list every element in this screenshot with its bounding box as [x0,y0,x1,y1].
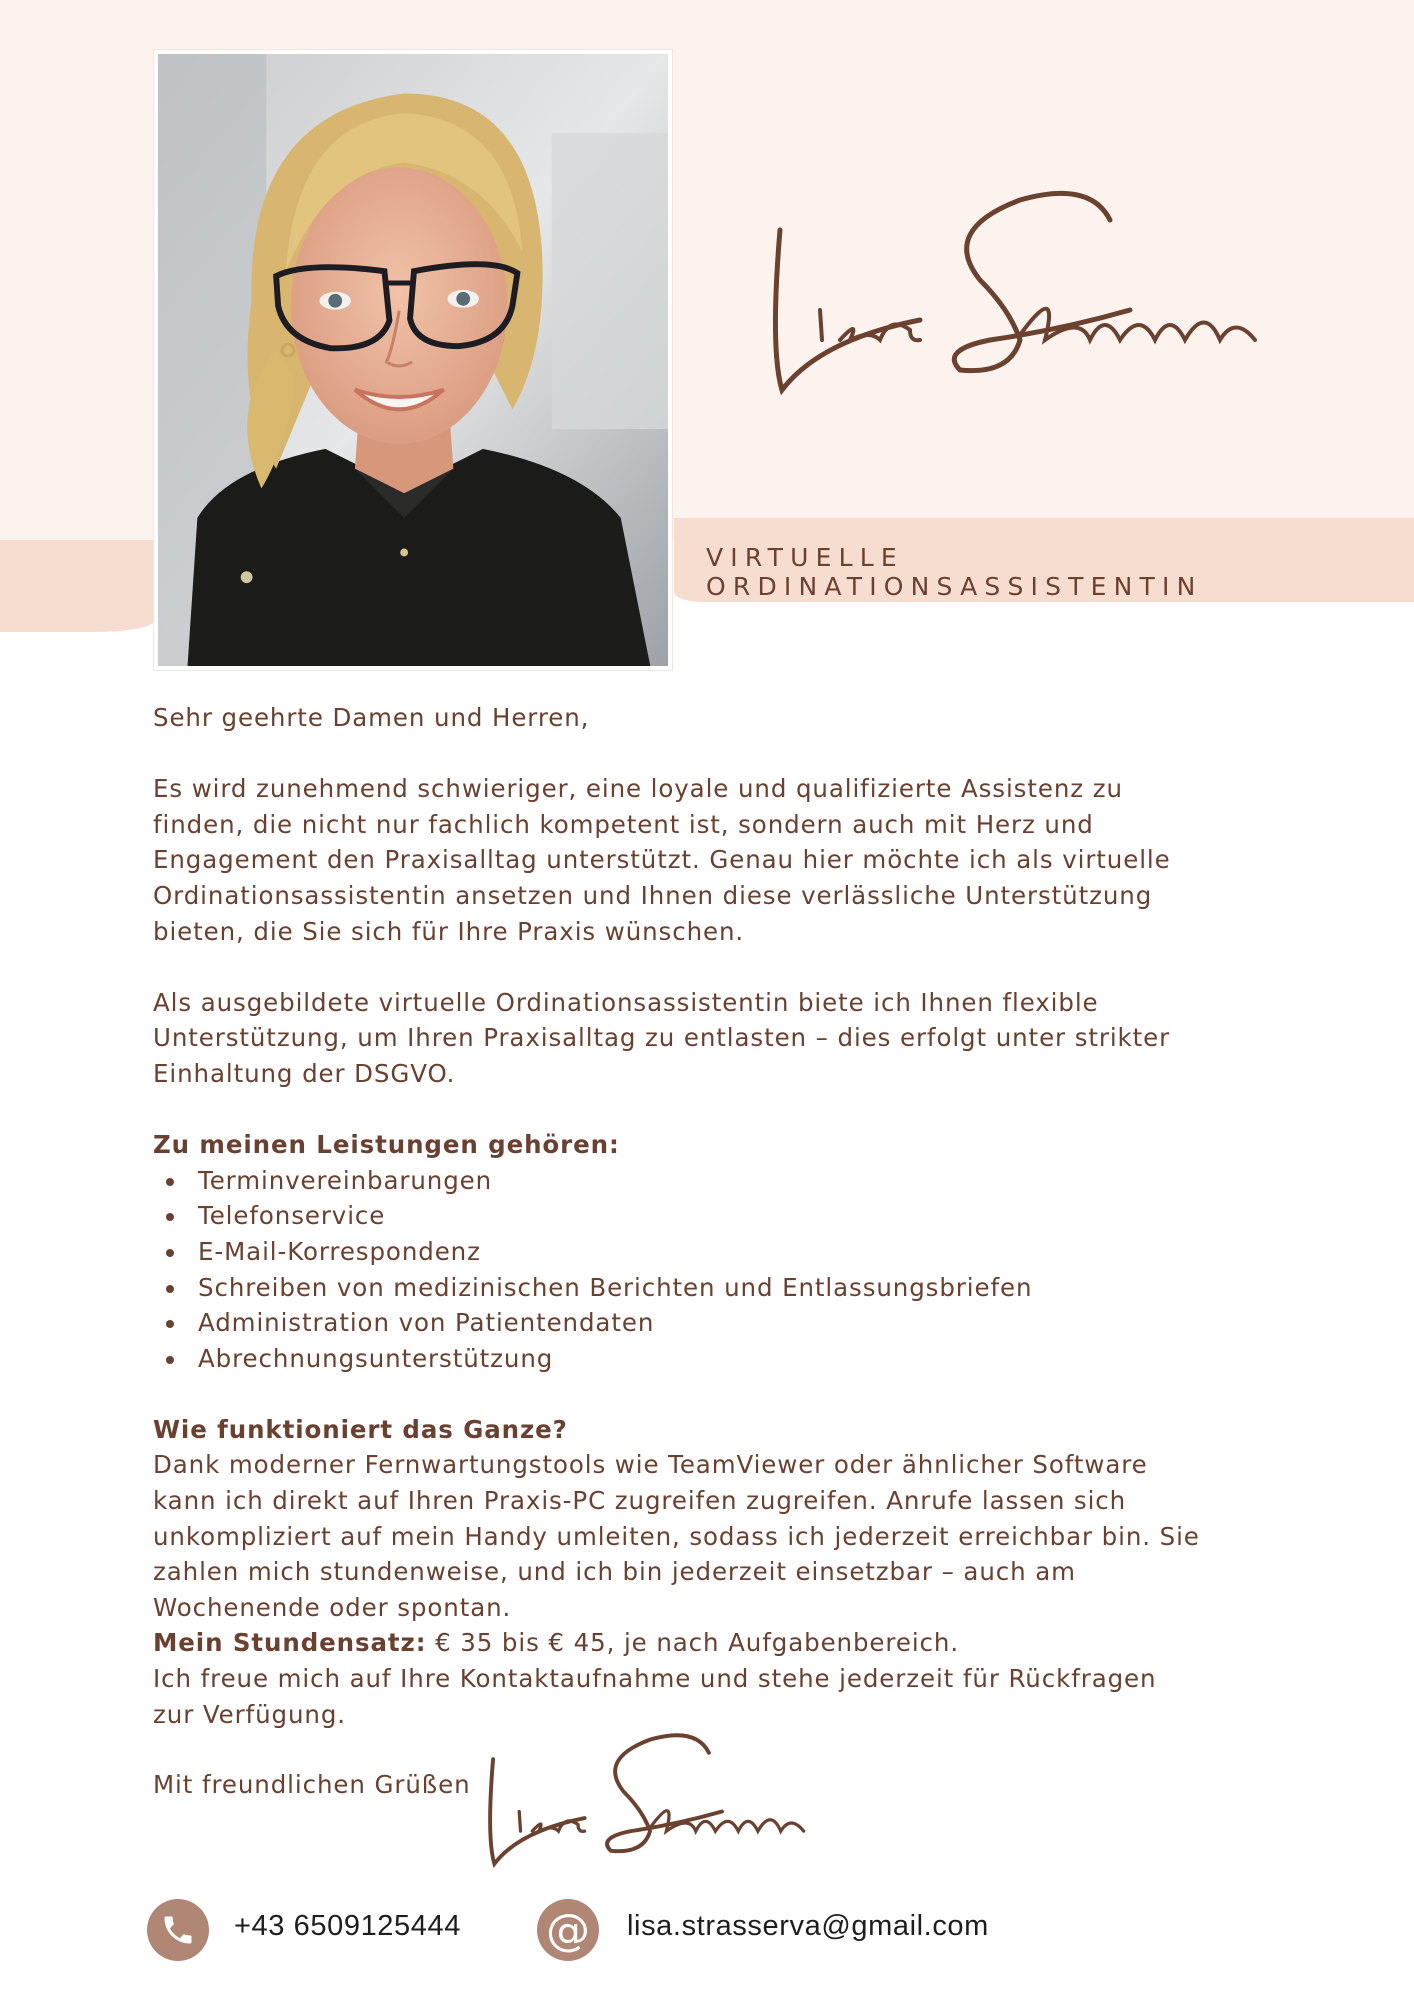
list-item: Administration von Patientendaten [153,1305,1213,1341]
sign-off: Mit freundlichen Grüßen [153,1770,471,1799]
greeting: Sehr geehrte Damen und Herren, [153,703,590,732]
list-item: Schreiben von medizinischen Berichten und Entlassungsbriefen [153,1270,1213,1306]
portrait-photo [154,50,672,670]
at-icon [537,1899,599,1961]
how-text: Dank moderner Fernwartungstools wie TeamViewer oder ähnlicher Software kann ich direkt auf Ihren Praxis-PC zugreifen zugreifen. Anrufe lassen sich unkompliziert auf mein Handy umleiten, sodass ich jederzeit erreichbar bin. Sie zahlen mich stundenweise, und ich bin jederzeit einsetzbar – auch am Wochenende oder spontan. [153,1450,1200,1622]
services-list [153,1163,1213,1377]
paragraph-qualification: Als ausgebildete virtuelle Ordinationsassistentin biete ich Ihnen flexible Unterstützung, um Ihren Praxisalltag zu entlasten – dies erfolgt unter strikter Einhaltung der DSGVO. [153,987,1171,1088]
paragraph-intro: Es wird zunehmend schwieriger, eine loyale und qualifizierte Assistenz zu finden, die nicht nur fachlich kompetent ist, sondern auch mit Herz und Engagement den Praxisalltag unterstützt. Genau hier möchte ich als virtuelle Ordinationsassistentin ansetzen und Ihnen diese verlässliche Unterstützung bieten, die Sie sich für Ihre Praxis wünschen. [153,774,1171,946]
job-title: VIRTUELLE ORDINATIONSASSISTENTIN [706,543,1203,601]
letter-body [153,700,1213,1732]
signature-icon [480,1730,820,1880]
list-item: E-Mail-Korrespondenz [153,1234,1213,1270]
rate-line [153,1625,1213,1661]
list-item: Telefonservice [153,1198,1213,1234]
at-symbol: @ [546,1904,590,1956]
portrait-photo-icon [158,54,668,666]
left-accent-strip [0,540,155,632]
email-address[interactable]: lisa.strasserva@gmail.com [627,1910,989,1942]
closing-text: Ich freue mich auf Ihre Kontaktaufnahme und stehe jederzeit für Rückfragen zur Verfügung. [153,1664,1157,1729]
services-heading: Zu meinen Leistungen gehören: [153,1130,620,1160]
name-signature-header [760,190,1280,414]
how-heading: Wie funktioniert das Ganze? [153,1414,568,1444]
phone-icon [147,1899,209,1961]
list-item: Terminvereinbarungen [153,1163,1213,1199]
rate-value: € 35 bis € 45, je nach Aufgabenbereich. [426,1628,960,1658]
signature-icon [760,190,1280,410]
phone-number[interactable]: +43 6509125444 [234,1910,461,1942]
name-signature-footer [480,1730,820,1884]
rate-label: Mein Stundensatz: [153,1628,427,1658]
list-item: Abrechnungsunterstützung [153,1341,1213,1377]
